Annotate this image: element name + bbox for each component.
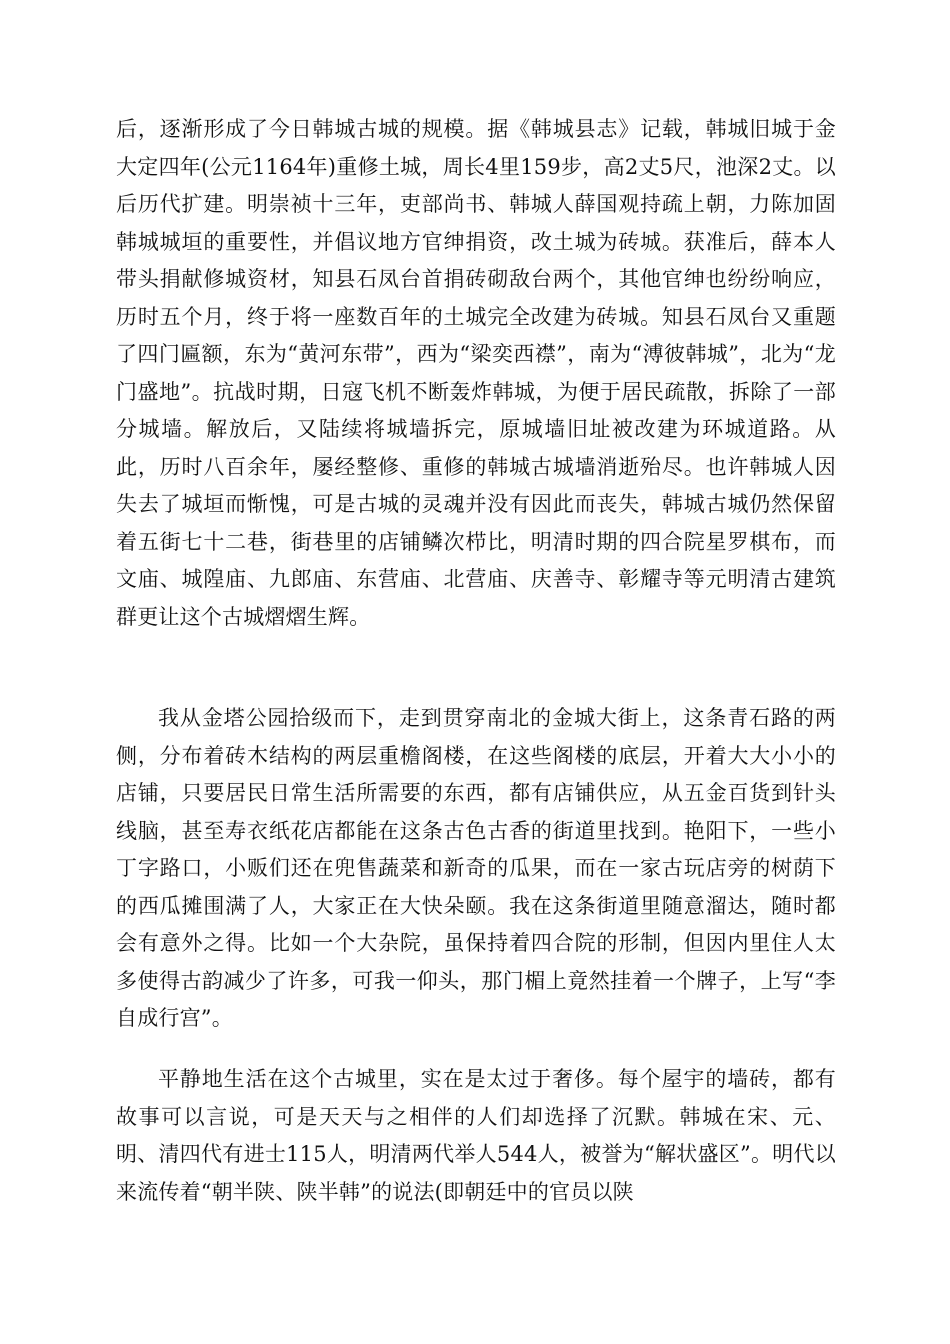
paragraph-1-text: 后，逐渐形成了今日韩城古城的规模。据《韩城县志》记载，韩城旧城于金大定四年(公元1164年)重修土城，周长4里159步，高2丈5尺，池深2丈。以后历代扩建。明崇祯十三年，吏部尚书、韩城人薛国观持疏上朝，力陈加固韩城城垣的重要性，并倡议地方官绅捐资，改土城为砖城。获准后，薛本人带头捐献修城资材，知县石凤台首捐砖砌敌台两个，其他官绅也纷纷响应，历时五个月，终于将一座数百年的土城完全改建为砖城。知县石凤台又重题了四门匾额，东为“黄河东带”，西为“梁奕西襟”，南为“溥彼韩城”，北为“龙门盛地”。抗战时期，日寇飞机不断轰炸韩城，为便于居民疏散，拆除了一部分城墙。解放后，又陆续将城墙拆完，原城墙旧址被改建为环城道路。从此，历时八百余年，屡经整修、重修的韩城古城墙消逝殆尽。也许韩城人因失去了城垣而惭愧，可是古城的灵魂并没有因此而丧失，韩城古城仍然保留着五街七十二巷，街巷里的店铺鳞次栉比，明清时期的四合院星罗棋布，而文庙、城隍庙、九郎庙、东营庙、北营庙、庆善寺、彰耀寺等元明清古建筑群更让这个古城熠熠生辉。 bbox=[116, 117, 836, 629]
paragraph-3-text: 平静地生活在这个古城里，实在是太过于奢侈。每个屋宇的墙砖，都有故事可以言说，可是天天与之相伴的人们却选择了沉默。韩城在宋、元、明、清四代有进士115人，明清两代举人544人，被誉为“解状盛区”。明代以来流传着“朝半陕、陕半韩”的说法(即朝廷中的官员以陕 bbox=[116, 1067, 836, 1204]
paragraph-1 bbox=[116, 111, 836, 636]
paragraph-2-text: 我从金塔公园拾级而下，走到贯穿南北的金城大街上，这条青石路的两侧，分布着砖木结构的两层重檐阁楼，在这些阁楼的底层，开着大大小小的店铺，只要居民日常生活所需要的东西，都有店铺供应，从五金百货到针头线脑，甚至寿衣纸花店都能在这条古色古香的街道里找到。艳阳下，一些小丁字路口，小贩们还在兜售蔬菜和新奇的瓜果，而在一家古玩店旁的树荫下的西瓜摊围满了人，大家正在大快朵颐。我在这条街道里随意溜达，随时都会有意外之得。比如一个大杂院，虽保持着四合院的形制，但因内里住人太多使得古韵减少了许多，可我一仰头，那门楣上竟然挂着一个牌子，上写“李自成行宫”。 bbox=[116, 706, 836, 1030]
paragraph-3 bbox=[116, 1061, 836, 1211]
paragraph-2 bbox=[116, 700, 836, 1038]
